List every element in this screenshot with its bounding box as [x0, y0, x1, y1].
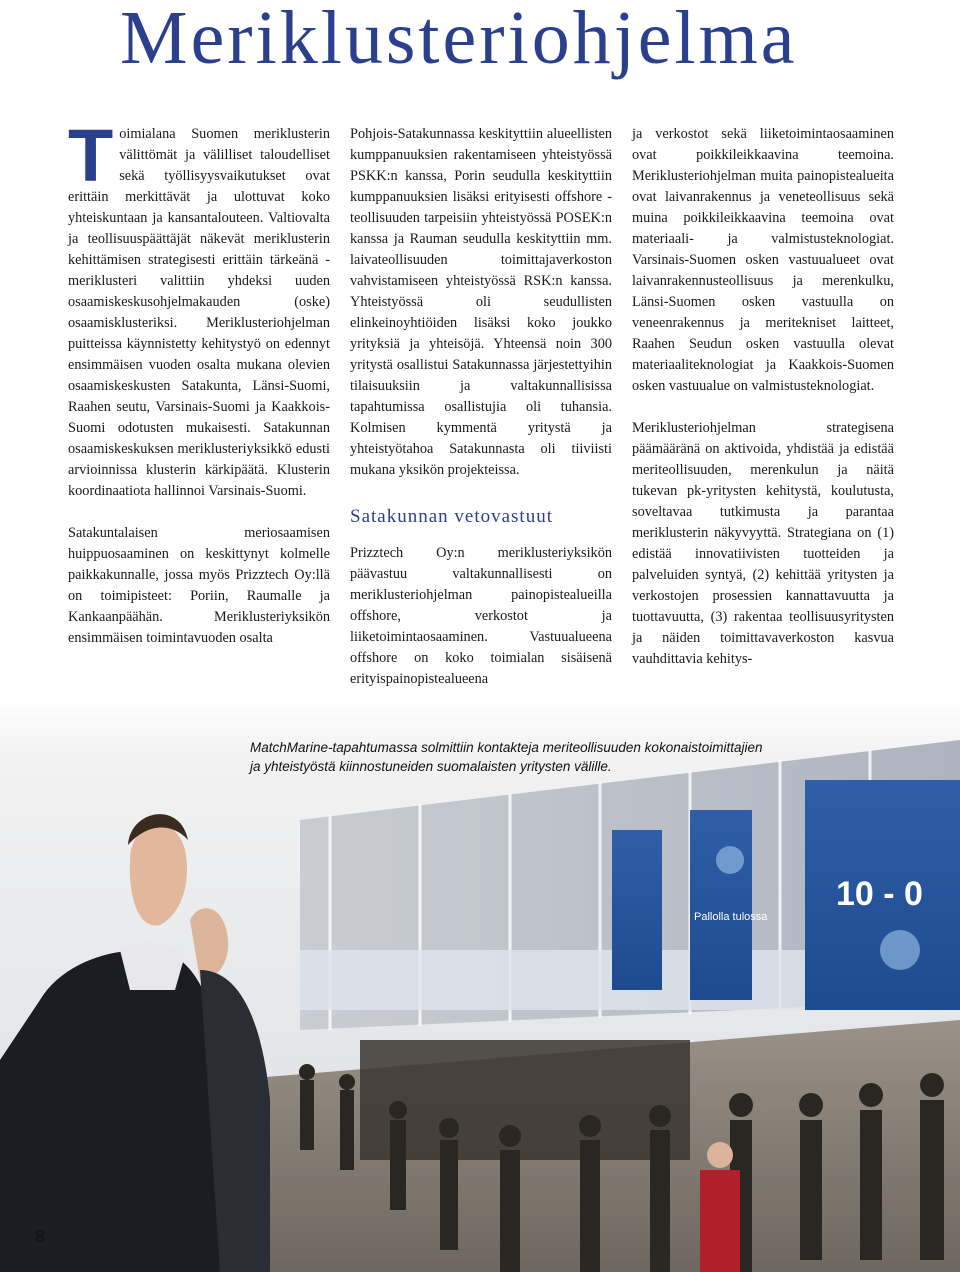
paragraph: Prizztech Oy:n meriklusteriyksikön päävastuu valtakunnallisesti on meriklusteriohjelman painopistealueilla offshore, verkostot ja liiketoimintaosaaminen. Vastuualueena offshore on koko toimialan sisäisenä erityispainopistealueena — [350, 545, 612, 687]
paragraph-text: oimialana Suomen meriklusterin välittömät ja välilliset taloudelliset sekä työllisyysvaikutukset ovat erittäin merkittävät ja ulottuvat koko yhteiskuntaan ja kansantalouteen. Valtiovalta ja teollisuuspäättäjät näkevät meriklusterin kehittämisen strategisesti erittäin tärkeänä - meriklusteri valittiin yhdeksi uuden osaamiskeskusohjelmakauden (oske) osaamisklusteriksi. Meriklusteriohjelman puitteissa käynnistetty kehitystyö on edennyt ensimmäisen vuoden osalta mukana olevien osaamiskeskusten Satakunta, Länsi-Suomi, Raahen seutu, Varsinais-Suomi ja Kaakkois-Suomi odotusten mukaisesti. Satakunnan osaamiskeskuksen meriklusteriyksikkö edusti arvioinnissa klusterin kärkipäätä. Klusterin koordinaatiota hallinnoi Varsinais-Suomi. — [68, 126, 330, 499]
paragraph: Satakuntalaisen meriosaamisen huippuosaaminen on keskittynyt kolmelle paikkakunnalle, jossa myös Prizztech Oy:llä on toimipisteet: Poriin, Raumalle ja Kankaanpäähän. Meriklusteriyksikön ensimmäisen toimintavuoden osalta — [68, 525, 330, 646]
drop-cap: T — [68, 114, 114, 197]
paragraph: Pohjois-Satakunnassa keskityttiin alueellisten kumppanuuksien rakentamiseen yhteistyössä PSKK:n kanssa, Porin seudulla keskityttiin kumppanuuksien lisäksi erityisesti offshore -teollisuuden tarpeisiin yhteistyössä POSEK:n kanssa ja Rauman seudulla keskityttiin mm. laivateollisuuden toimittajaverkoston vahvistamiseen yhteistyössä RSK:n kanssa. Yhteistyössä oli seudullisten elinkeinoyhtiöiden lisäksi koko joukko yrityksiä ja yhteisöjä. Yhteensä noin 300 yritystä osallistui Satakunnassa järjestettyihin tilaisuuksiin ja valtakunnallisissa tapahtumissa osallistujia oli tuhansia. Kolmisen kymmentä yritystä ja yhteistyötahoa Satakunnasta oli tiiviisti mukana yksikön projekteissa. — [350, 126, 612, 478]
paragraph — [68, 114, 330, 502]
page-title: Meriklusteriohjelma — [120, 0, 798, 80]
paragraph: Meriklusteriohjelman strategisena päämääränä on aktivoida, yhdistää ja edistää meriteollisuuden, merenkulun ja näitä tukevan pk-yritysten kehitystä, koulutusta, soveltavaa tutkimusta ja parantaa meriklusterin näkyvyyttä. Strategiana on (1) edistää innovatiivisten tuotteiden ja palveluiden syntyä, (2) kehittää yritysten ja verkostojen prosessien kannattavuutta ja tuottavuutta, (3) rakentaa teollisuusyritysten ja näiden toimittavaverkoston kasvua vauhdittavia kehitys- — [632, 420, 894, 667]
text-column-3 — [632, 124, 894, 670]
caption-line: ja yhteistyöstä kiinnostuneiden suomalaisten yritysten välille. — [250, 759, 612, 774]
banner-text: Pallolla tulossa — [694, 911, 768, 923]
photo-caption — [250, 738, 850, 776]
page-number: 8 — [35, 1227, 45, 1246]
event-photo — [0, 700, 960, 1272]
scoreboard-text: 10 - 0 — [836, 875, 923, 913]
paragraph: ja verkostot sekä liiketoimintaosaaminen ovat poikkileikkaavina teemoina. Meriklusteriohjelman muita painopistealueita ovat laivanrakennus ja veneteollisuus sekä muina poikkileikkaavina teemoina ovat materiaali- ja valmistusteknologiat. Varsinais-Suomen osken vastuualueet ovat laivanrakennusteollisuus ja merenkulku, Länsi-Suomen osken vastuulla on veneenrakennus ja meritekniset laitteet, Raahen Seudun osken vastuulla olevat materiaaliteknologiat ja Kaakkois-Suomen osken vastuualue on valmistusteknologiat. — [632, 126, 894, 394]
event-hall-illustration — [0, 700, 960, 1272]
text-column-2 — [350, 124, 612, 690]
section-heading: Satakunnan vetovastuut — [350, 506, 553, 527]
caption-line: MatchMarine-tapahtumassa solmittiin kontakteja meriteollisuuden kokonaistoimittajien — [250, 740, 763, 755]
text-column-1 — [68, 114, 330, 649]
